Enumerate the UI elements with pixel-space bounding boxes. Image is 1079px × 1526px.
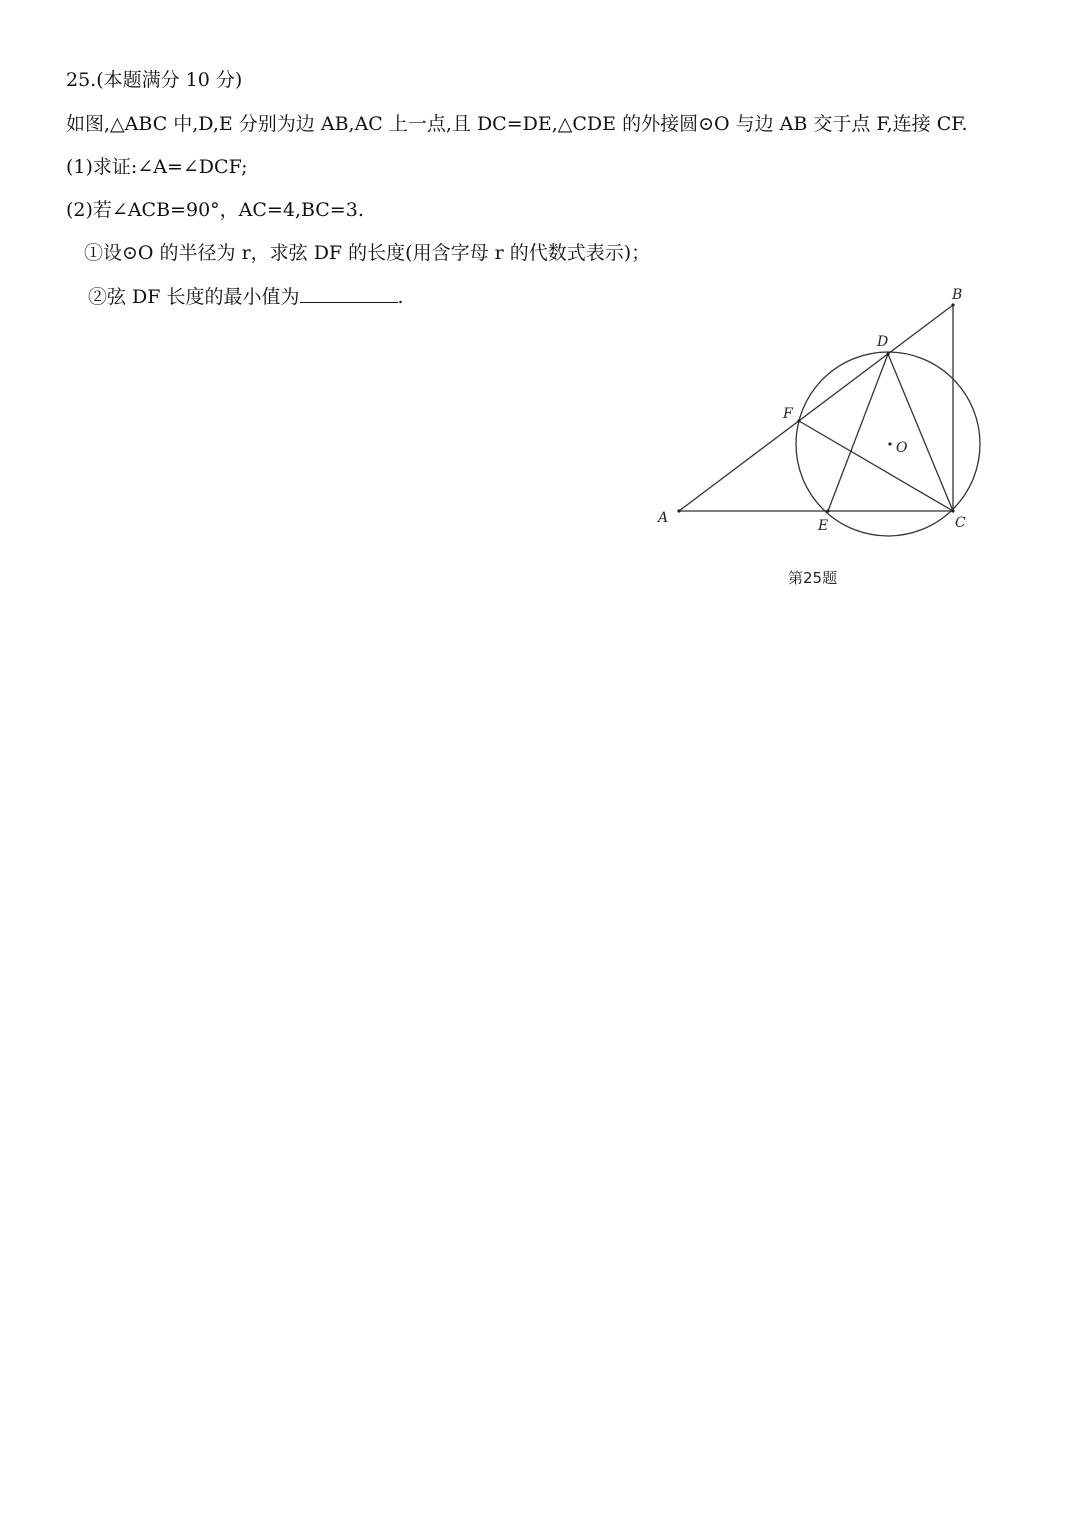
point-a (677, 509, 680, 512)
figure-lines (679, 305, 980, 536)
segment-cf (799, 421, 953, 511)
question-part-2-sub-2 (88, 284, 404, 309)
geometry-figure (640, 278, 1010, 598)
point-b (951, 303, 954, 306)
label-o: O (896, 440, 908, 456)
question-part-2: (2)若∠ACB=90°，AC=4,BC=3. (66, 199, 364, 221)
point-f (797, 419, 800, 422)
sub-2-prefix: ②弦 DF 长度的最小值为 (88, 286, 300, 308)
segment-ab (679, 305, 953, 511)
problem-header: 25.(本题满分 10 分) (66, 69, 243, 91)
question-part-2-sub-1: ①设⊙O 的半径为 r，求弦 DF 的长度(用含字母 r 的代数式表示)； (84, 242, 651, 264)
figure-caption: 第25题 (788, 569, 838, 587)
question-part-1: (1)求证:∠A=∠DCF; (66, 156, 248, 178)
segment-de (828, 354, 888, 511)
label-d: D (877, 334, 889, 350)
label-f: F (783, 406, 793, 422)
problem-stem: 如图,△ABC 中,D,E 分别为边 AB,AC 上一点,且 DC=DE,△CDE 的外接圆⊙O 与边 AB 交于点 F,连接 CF. (66, 113, 968, 135)
label-b: B (952, 287, 963, 303)
segment-dc (888, 354, 953, 511)
point-e (826, 509, 829, 512)
point-c (951, 509, 954, 512)
answer-blank (300, 284, 398, 303)
point-d (886, 352, 889, 355)
label-e: E (818, 518, 829, 534)
point-o (888, 442, 891, 445)
sub-2-suffix: . (397, 286, 404, 308)
label-a: A (658, 510, 669, 526)
label-c: C (955, 515, 966, 531)
